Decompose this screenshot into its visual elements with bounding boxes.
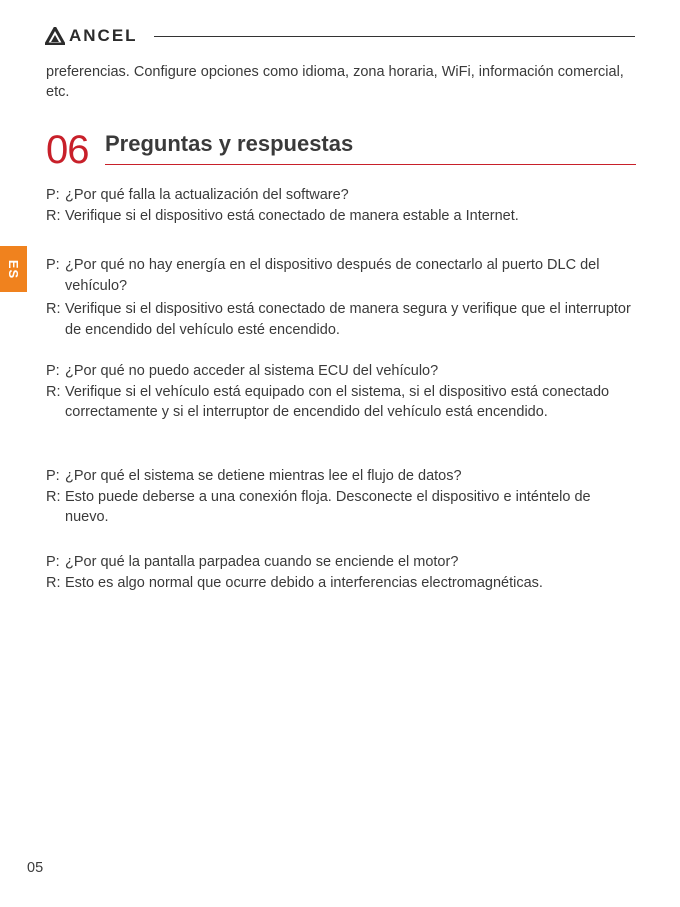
answer-text: Verifique si el dispositivo está conectado de manera segura y verifique que el interruptor de encendido del vehículo esté encendido. — [65, 301, 631, 338]
question-text: ¿Por qué no puedo acceder al sistema ECU del vehículo? — [65, 363, 439, 379]
answer-label: R: — [46, 301, 61, 317]
header-divider — [154, 36, 635, 37]
answer-text: Esto es algo normal que ocurre debido a interferencias electromagnéticas. — [65, 574, 543, 591]
section-heading — [46, 128, 636, 172]
question-text: ¿Por qué falla la actualización del software? — [65, 187, 349, 203]
brand-logo — [45, 26, 138, 46]
answer — [46, 487, 636, 528]
question — [46, 361, 636, 382]
question-text: ¿Por qué la pantalla parpadea cuando se enciende el motor? — [65, 554, 459, 570]
ancel-triangle-icon — [45, 27, 65, 45]
language-tab — [0, 246, 27, 292]
question — [46, 255, 636, 296]
qa-item — [46, 552, 636, 593]
question-label: P: — [46, 187, 60, 203]
question-label: P: — [46, 363, 60, 379]
language-tab-label: ES — [6, 259, 21, 279]
answer — [46, 573, 636, 594]
section-divider — [105, 164, 636, 165]
page-header — [45, 26, 635, 48]
answer-label: R: — [46, 574, 61, 591]
question-text: ¿Por qué no hay energía en el dispositivo después de conectarlo al puerto DLC del vehículo? — [65, 257, 600, 294]
question — [46, 552, 636, 573]
qa-item — [46, 255, 636, 340]
question — [46, 466, 636, 487]
qa-item — [46, 185, 636, 226]
qa-item — [46, 361, 636, 423]
answer-text: Verifique si el vehículo está equipado con el sistema, si el dispositivo está conectado correctamente y si el interruptor de encendido del vehículo está encendido. — [65, 383, 610, 420]
answer-label: R: — [46, 207, 61, 224]
brand-name: ANCEL — [69, 26, 138, 45]
qa-item — [46, 466, 636, 528]
answer-label: R: — [46, 383, 61, 400]
answer — [46, 206, 636, 227]
intro-paragraph: preferencias. Configure opciones como idioma, zona horaria, WiFi, información comercial, etc. — [46, 64, 624, 100]
section-title: Preguntas y respuestas — [105, 131, 354, 156]
page-number: 05 — [27, 860, 44, 876]
answer — [46, 382, 636, 423]
section-number: 06 — [46, 128, 89, 172]
answer-label: R: — [46, 488, 61, 505]
question-label: P: — [46, 257, 60, 273]
question — [46, 185, 636, 206]
question-label: P: — [46, 468, 60, 484]
answer — [46, 299, 636, 340]
question-text: ¿Por qué el sistema se detiene mientras lee el flujo de datos? — [65, 468, 462, 484]
answer-text: Esto puede deberse a una conexión floja. Desconecte el dispositivo e inténtelo de nuevo. — [65, 488, 591, 525]
answer-text: Verifique si el dispositivo está conectado de manera estable a Internet. — [65, 207, 519, 224]
question-label: P: — [46, 554, 60, 570]
